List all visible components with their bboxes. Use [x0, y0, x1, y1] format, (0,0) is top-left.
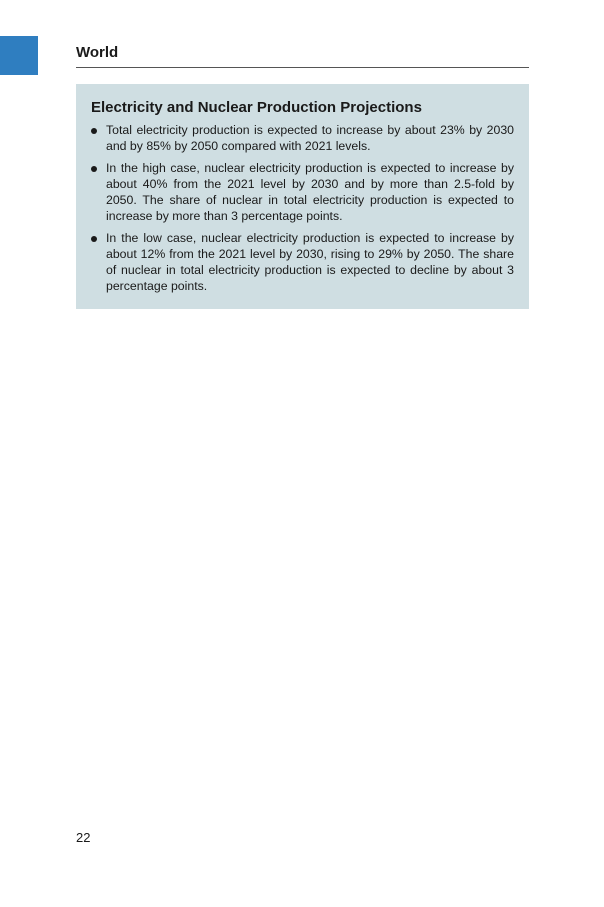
section-title: World: [76, 44, 119, 61]
bullet-dot-icon: [91, 166, 97, 172]
bullet-text: In the low case, nuclear electricity production is expected to increase by about 12% from the 2021 level by 2030, rising to 29% by 2050. The share of nuclear in total electricity production is expected to decline by about 3 percentage points.: [106, 231, 514, 293]
bullet-text: Total electricity production is expected to increase by about 23% by 2030 and by 85% by 2050 compared with 2021 levels.: [106, 123, 514, 153]
page-number: 22: [76, 830, 91, 845]
page-header: [76, 44, 529, 68]
box-title: Electricity and Nuclear Production Projections: [91, 99, 422, 116]
bullet-text: In the high case, nuclear electricity production is expected to increase by about 40% from the 2021 level by 2030 and by more than 2.5-fold by 2050. The share of nuclear in total electricity production is expected to increase by more than 3 percentage points.: [106, 161, 514, 223]
bullet-item: [91, 230, 514, 294]
section-tab-marker: [0, 36, 38, 75]
bullet-dot-icon: [91, 236, 97, 242]
bullet-item: [91, 122, 514, 154]
bullet-dot-icon: [91, 128, 97, 134]
bullet-list: [91, 122, 514, 294]
highlight-box: [76, 84, 529, 309]
bullet-item: [91, 160, 514, 224]
